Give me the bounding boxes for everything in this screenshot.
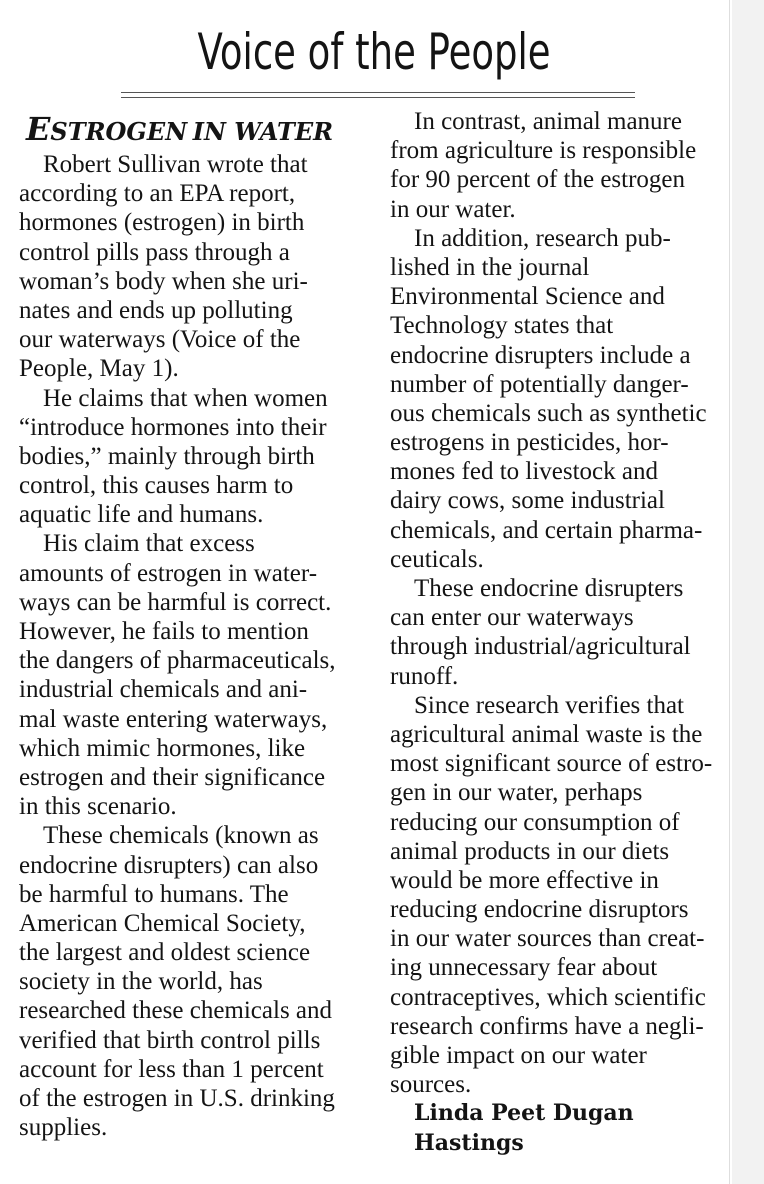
- text-line: in this scenario.: [19, 793, 177, 821]
- text-line: Robert Sullivan wrote that: [43, 151, 308, 178]
- text-line: American Chemical Society,: [19, 909, 306, 937]
- text-line: bodies,” mainly through birth: [19, 442, 315, 470]
- text-line: industrial chemicals and ani-: [19, 676, 308, 704]
- text-line: research confirms have a negli-: [390, 1012, 704, 1040]
- text-line: Environmental Science and: [390, 283, 665, 311]
- text-line: gible impact on our water: [390, 1042, 647, 1069]
- text-line: ceuticals.: [390, 545, 484, 573]
- title-double-rule: [121, 92, 635, 99]
- text-line: most significant source of estro-: [390, 750, 713, 778]
- text-line: Since research verifies that: [414, 691, 685, 719]
- text-line: number of potentially danger-: [390, 370, 689, 398]
- text-line: However, he fails to mention: [19, 618, 309, 645]
- text-line: endocrine disrupters include a: [390, 341, 691, 369]
- text-line: These endocrine disrupters: [414, 575, 684, 602]
- text-line: His claim that excess: [43, 530, 255, 558]
- text-line: amounts of estrogen in water-: [19, 559, 318, 587]
- headline-first-word-rest: STROGEN: [50, 117, 188, 146]
- text-line: reducing endocrine disruptors: [390, 896, 689, 924]
- letter-headline: [26, 111, 333, 153]
- rule-line-bottom: [121, 97, 635, 98]
- text-line: supplies.: [19, 1114, 108, 1142]
- text-line: which mimic hormones, like: [19, 734, 306, 762]
- text-line: sources.: [390, 1071, 472, 1099]
- text-line: lished in the journal: [390, 253, 590, 281]
- text-line: of the estrogen in U.S. drinking: [19, 1085, 335, 1112]
- text-line: for 90 percent of the estrogen: [390, 166, 686, 194]
- text-line: in our water sources than creat-: [390, 925, 705, 953]
- text-line: can enter our waterways: [390, 604, 634, 632]
- signature-name: Linda Peet Dugan: [414, 1100, 634, 1127]
- text-line: estrogens in pesticides, hor-: [390, 429, 669, 457]
- text-line: Technology states that: [390, 312, 614, 340]
- text-line: estrogen and their significance: [19, 763, 326, 791]
- section-title: Voice of the People: [197, 23, 551, 81]
- text-line: endocrine disrupters) can also: [19, 851, 319, 879]
- text-line: People, May 1).: [19, 355, 179, 383]
- text-line: gen in our water, perhaps: [390, 779, 643, 807]
- text-line: animal products in our diets: [390, 837, 670, 865]
- text-line: In addition, research pub-: [414, 224, 671, 252]
- headline-initial: E: [26, 110, 51, 148]
- text-line: from agriculture is responsible: [390, 137, 697, 165]
- headline-remainder: IN WATER: [192, 117, 334, 146]
- text-line: chemicals, and certain pharma-: [390, 516, 703, 544]
- text-line: mal waste entering waterways,: [19, 705, 328, 733]
- text-line: control pills pass through a: [19, 238, 290, 266]
- text-line: society in the world, has: [19, 968, 263, 996]
- text-line: according to an EPA report,: [19, 180, 296, 208]
- text-line: ous chemicals such as synthetic: [390, 399, 707, 427]
- text-line: the dangers of pharmaceuticals,: [19, 647, 336, 675]
- page-margin: [732, 0, 764, 1184]
- text-line: researched these chemicals and: [19, 997, 333, 1025]
- text-line: would be more effective in: [390, 866, 659, 894]
- text-line: He claims that when women: [43, 384, 328, 412]
- text-line: through industrial/agricultural: [390, 633, 691, 661]
- text-line: in our water.: [390, 195, 516, 223]
- text-line: These chemicals (known as: [43, 822, 319, 850]
- text-line: reducing our consumption of: [390, 808, 680, 836]
- text-line: hormones (estrogen) in birth: [19, 209, 305, 237]
- text-line: ing unnecessary fear about: [390, 954, 658, 982]
- text-line: verified that birth control pills: [19, 1026, 321, 1054]
- rule-line-top: [121, 92, 635, 93]
- text-line: control, this causes harm to: [19, 472, 294, 500]
- text-line: mones fed to livestock and: [390, 458, 658, 486]
- text-line: ways can be harmful is correct.: [19, 588, 332, 616]
- text-line: our waterways (Voice of the: [19, 326, 301, 354]
- column-left: [19, 150, 367, 1142]
- text-line: nates and ends up polluting: [19, 296, 293, 324]
- text-line: contraceptives, which scientific: [390, 983, 706, 1011]
- text-line: In contrast, animal manure: [414, 108, 682, 135]
- text-line: “introduce hormones into their: [19, 413, 327, 441]
- text-line: be harmful to humans. The: [19, 880, 289, 908]
- text-line: dairy cows, some industrial: [390, 487, 665, 515]
- text-line: woman’s body when she uri-: [19, 267, 308, 295]
- text-line: the largest and oldest science: [19, 939, 311, 967]
- text-line: account for less than 1 percent: [19, 1055, 324, 1083]
- text-line: agricultural animal waste is the: [390, 720, 703, 748]
- text-line: aquatic life and humans.: [19, 501, 264, 529]
- text-line: runoff.: [390, 662, 459, 690]
- column-right: [390, 107, 730, 1158]
- signature-city: Hastings: [414, 1129, 524, 1156]
